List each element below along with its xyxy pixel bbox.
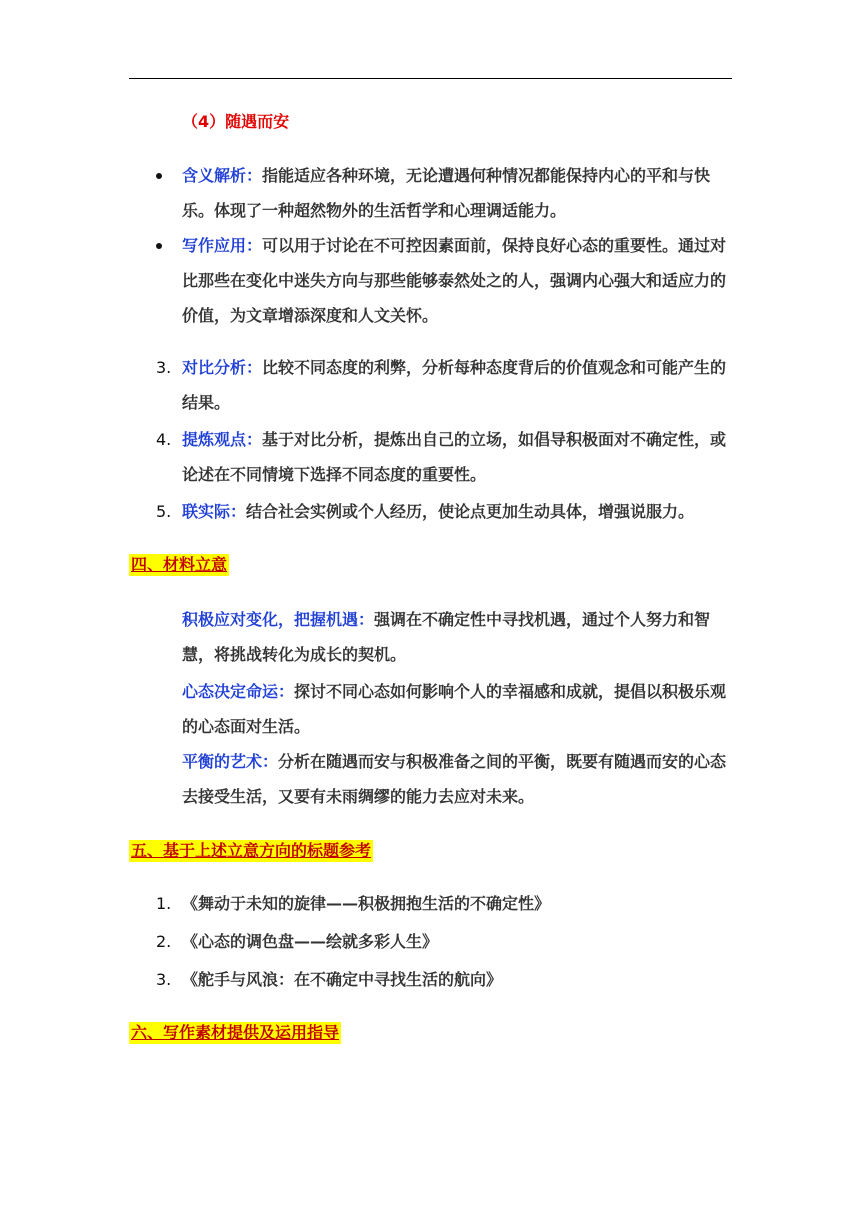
- item-term: 对比分析：: [182, 358, 263, 377]
- numbered-item: [156, 350, 738, 420]
- sub-heading: （4）随遇而安: [182, 112, 290, 131]
- header-rule: [129, 78, 732, 79]
- stance-text: 分析在随遇而安与积极准备之间的平衡，既要有随遇而安的心态去接受生活，又要有未雨绸缪的能力去应对未来。: [182, 752, 727, 806]
- title-text: 《舞动于未知的旋律——积极拥抱生活的不确定性》: [182, 894, 551, 913]
- stance-term: 心态决定命运：: [182, 682, 295, 701]
- title-reference: [156, 968, 503, 992]
- item-term: 联实际：: [182, 502, 247, 521]
- item-term: 提炼观点：: [182, 430, 263, 449]
- item-number: 5.: [156, 502, 172, 521]
- bullet-item: [182, 158, 738, 228]
- title-text: 《心态的调色盘——绘就多彩人生》: [182, 932, 439, 951]
- stance-text: 强调在不确定性中寻找机遇，通过个人努力和智慧，将挑战转化为成长的契机。: [182, 610, 711, 664]
- title-number: 2.: [156, 932, 172, 951]
- title-reference: [156, 930, 439, 954]
- item-text: 结合社会实例或个人经历，使论点更加生动具体，增强说服力。: [246, 502, 695, 521]
- stance-item: [182, 602, 738, 672]
- bullet-term: 含义解析：: [182, 166, 263, 185]
- bullet-term: 写作应用：: [182, 236, 263, 255]
- item-text: 比较不同态度的利弊，分析每种态度背后的价值观念和可能产生的结果。: [182, 358, 727, 412]
- section-heading: 五、基于上述立意方向的标题参考: [131, 841, 372, 860]
- section-heading: 六、写作素材提供及运用指导: [131, 1023, 340, 1042]
- stance-term: 积极应对变化，把握机遇：: [182, 610, 375, 629]
- item-text: 基于对比分析，提炼出自己的立场，如倡导积极面对不确定性，或论述在不同情境下选择不同态度的重要性。: [182, 430, 727, 484]
- bullet-item: [182, 228, 738, 333]
- bullet-dot-icon: [156, 173, 162, 179]
- item-number: 4.: [156, 430, 172, 449]
- bullet-dot-icon: [156, 243, 162, 249]
- numbered-item: [156, 494, 738, 529]
- bullet-text: 可以用于讨论在不可控因素面前，保持良好心态的重要性。通过对比那些在变化中迷失方向与那些能够泰然处之的人，强调内心强大和适应力的价值，为文章增添深度和人文关怀。: [182, 236, 727, 325]
- stance-term: 平衡的艺术：: [182, 752, 279, 771]
- title-number: 3.: [156, 970, 172, 989]
- stance-item: [182, 674, 738, 744]
- stance-item: [182, 744, 738, 814]
- title-number: 1.: [156, 894, 172, 913]
- item-number: 3.: [156, 358, 172, 377]
- title-reference: [156, 892, 551, 916]
- numbered-item: [156, 422, 738, 492]
- bullet-text: 指能适应各种环境，无论遭遇何种情况都能保持内心的平和与快乐。体现了一种超然物外的生活哲学和心理调适能力。: [182, 166, 711, 220]
- section-heading: 四、材料立意: [131, 555, 228, 574]
- stance-text: 探讨不同心态如何影响个人的幸福感和成就，提倡以积极乐观的心态面对生活。: [182, 682, 727, 736]
- title-text: 《舵手与风浪：在不确定中寻找生活的航向》: [182, 970, 503, 989]
